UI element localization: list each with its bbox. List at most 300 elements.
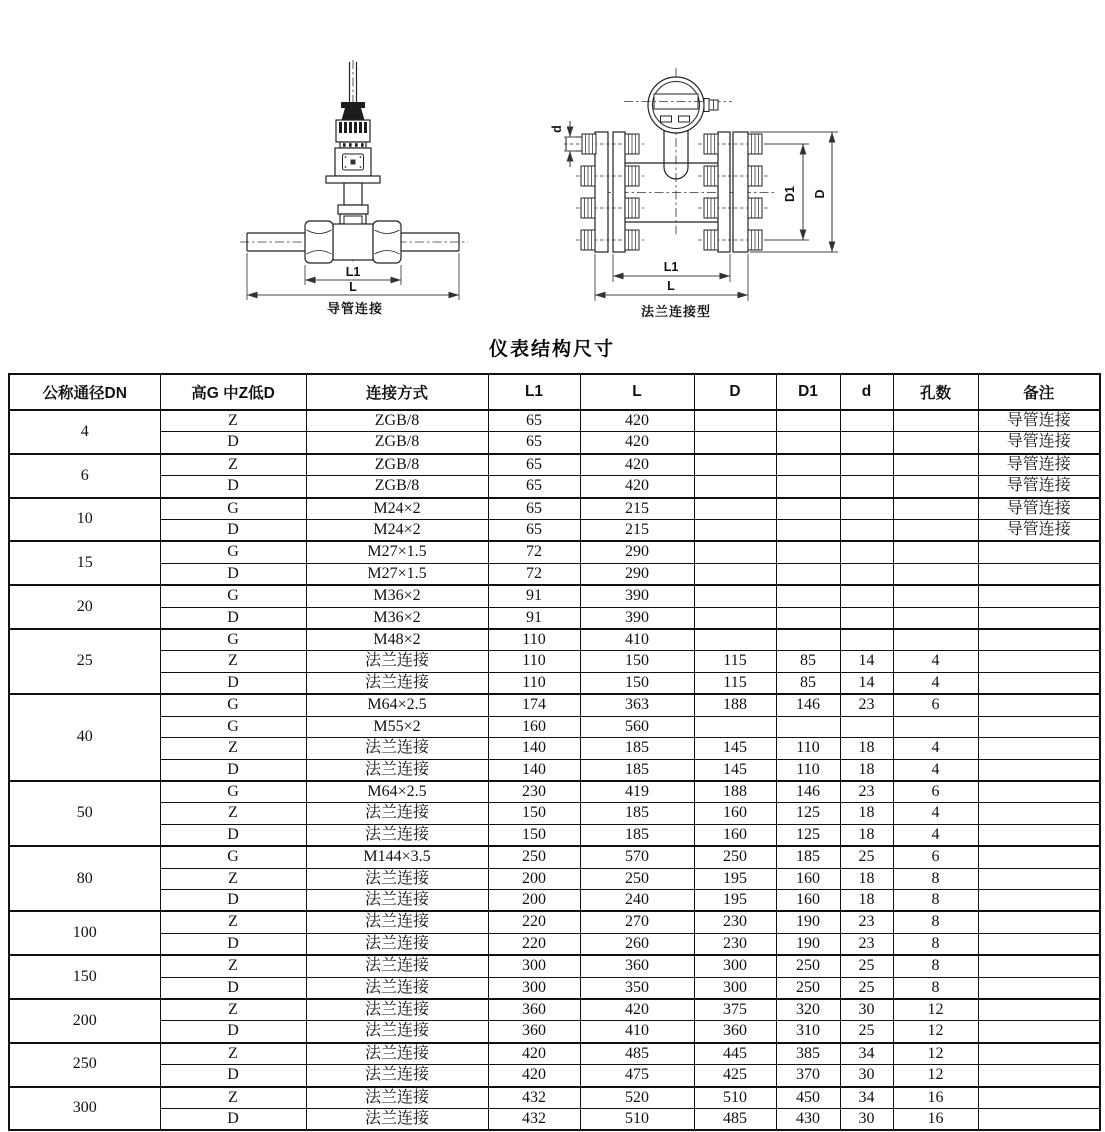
cell-conn: 法兰连接: [306, 889, 488, 911]
cell-conn: M36×2: [306, 585, 488, 607]
cell-n: [893, 716, 978, 737]
cell-d: 18: [840, 889, 893, 911]
table-row: [9, 432, 1100, 454]
mounting-flange: [326, 176, 380, 183]
flange-connection-diagram: [540, 58, 890, 310]
cell-L: 390: [580, 607, 694, 629]
cell-d: [840, 541, 893, 563]
cell-note: [978, 824, 1100, 846]
cell-d: 34: [840, 1087, 893, 1109]
cell-D1: 125: [776, 803, 840, 824]
cell-g: Z: [160, 1043, 306, 1065]
cell-g: D: [160, 1109, 306, 1131]
cell-D1: [776, 716, 840, 737]
cell-g: G: [160, 846, 306, 868]
cell-note: [978, 651, 1100, 672]
cell-conn: M48×2: [306, 629, 488, 651]
cell-note: [978, 563, 1100, 585]
cell-L: 420: [580, 999, 694, 1021]
cell-L1: 91: [488, 585, 580, 607]
table-row: [9, 694, 1100, 716]
cell-g: Z: [160, 651, 306, 672]
dn-cell: 200: [9, 999, 160, 1043]
bolt: [704, 230, 718, 250]
hex-fitting-left: [305, 221, 333, 263]
cell-n: 4: [893, 759, 978, 781]
cell-L1: 65: [488, 498, 580, 520]
cell-conn: ZGB/8: [306, 454, 488, 476]
dn-cell: 300: [9, 1087, 160, 1131]
cell-g: D: [160, 563, 306, 585]
cell-D1: [776, 607, 840, 629]
cell-n: 4: [893, 651, 978, 672]
cell-d: 23: [840, 911, 893, 933]
table-row: [9, 955, 1100, 977]
dn-cell: 100: [9, 911, 160, 955]
cell-n: [893, 454, 978, 476]
header-holes: 孔数: [893, 374, 978, 410]
cell-note: 导管连接: [978, 498, 1100, 520]
cell-note: [978, 1021, 1100, 1043]
cell-d: 18: [840, 824, 893, 846]
bolt: [582, 134, 596, 154]
bolt: [625, 198, 639, 218]
table-row: [9, 999, 1100, 1021]
cell-d: 25: [840, 977, 893, 999]
cell-note: [978, 955, 1100, 977]
cell-note: [978, 933, 1100, 955]
cell-D: 188: [694, 694, 776, 716]
cell-D: 445: [694, 1043, 776, 1065]
cell-conn: 法兰连接: [306, 803, 488, 824]
bolt: [704, 166, 718, 186]
dn-cell: 4: [9, 410, 160, 454]
table-row: [9, 520, 1100, 542]
table-row: [9, 607, 1100, 629]
cell-L1: 220: [488, 911, 580, 933]
cell-note: [978, 629, 1100, 651]
dn-cell: 250: [9, 1043, 160, 1087]
cell-L1: 65: [488, 410, 580, 432]
cell-D1: 146: [776, 694, 840, 716]
cell-D: 145: [694, 738, 776, 759]
cell-D1: [776, 476, 840, 498]
cell-n: [893, 629, 978, 651]
cell-d: [840, 607, 893, 629]
cell-L: 363: [580, 694, 694, 716]
table-row: [9, 824, 1100, 846]
cell-D1: 110: [776, 759, 840, 781]
cell-D: [694, 563, 776, 585]
table-row: [9, 1065, 1100, 1087]
cell-d: 18: [840, 759, 893, 781]
cell-D1: [776, 629, 840, 651]
stem-nut: [338, 205, 368, 214]
dn-cell: 6: [9, 454, 160, 498]
cell-n: [893, 520, 978, 542]
table-row: [9, 563, 1100, 585]
dimension-label-l: L: [667, 279, 675, 293]
cell-L: 150: [580, 672, 694, 694]
meter-body: [333, 224, 373, 260]
cell-L: 520: [580, 1087, 694, 1109]
cell-L1: 360: [488, 999, 580, 1021]
cell-g: D: [160, 1065, 306, 1087]
cell-note: 导管连接: [978, 410, 1100, 432]
cell-D: 188: [694, 781, 776, 803]
cell-L: 350: [580, 977, 694, 999]
cell-g: G: [160, 498, 306, 520]
cell-L: 485: [580, 1043, 694, 1065]
cell-conn: 法兰连接: [306, 759, 488, 781]
dn-cell: 80: [9, 846, 160, 911]
cell-g: Z: [160, 999, 306, 1021]
cell-n: [893, 541, 978, 563]
cell-note: [978, 541, 1100, 563]
cell-conn: 法兰连接: [306, 1065, 488, 1087]
cell-L1: 174: [488, 694, 580, 716]
display-button-right: [679, 116, 690, 122]
cell-D1: [776, 520, 840, 542]
cell-g: Z: [160, 738, 306, 759]
cell-conn: 法兰连接: [306, 977, 488, 999]
cell-g: G: [160, 694, 306, 716]
header-connection: 连接方式: [306, 374, 488, 410]
cell-L1: 65: [488, 432, 580, 454]
cell-D: [694, 498, 776, 520]
cell-D: [694, 585, 776, 607]
cable-gland-cap: [341, 102, 365, 108]
pipe-connection-caption: 导管连接: [326, 301, 384, 316]
cell-note: [978, 1087, 1100, 1109]
cell-note: [978, 1065, 1100, 1087]
cell-n: 6: [893, 781, 978, 803]
dimension-label-l1: L1: [345, 265, 361, 279]
cell-L1: 200: [488, 868, 580, 889]
cell-D: 425: [694, 1065, 776, 1087]
cell-conn: ZGB/8: [306, 432, 488, 454]
cell-D1: 310: [776, 1021, 840, 1043]
cell-d: [840, 520, 893, 542]
cell-D1: 185: [776, 846, 840, 868]
cell-L1: 420: [488, 1065, 580, 1087]
cell-d: 14: [840, 672, 893, 694]
cell-L: 510: [580, 1109, 694, 1131]
dn-cell: 150: [9, 955, 160, 999]
table-row: [9, 1021, 1100, 1043]
cell-n: [893, 563, 978, 585]
table-row: [9, 933, 1100, 955]
cell-L1: 110: [488, 672, 580, 694]
cell-note: [978, 868, 1100, 889]
cell-note: [978, 672, 1100, 694]
flange-connection-caption: 法兰连接型: [640, 304, 712, 319]
cell-D: 510: [694, 1087, 776, 1109]
cell-D1: [776, 585, 840, 607]
dimension-label-d: d: [550, 125, 564, 133]
cell-L1: 65: [488, 520, 580, 542]
cell-L: 390: [580, 585, 694, 607]
cell-conn: 法兰连接: [306, 999, 488, 1021]
cell-D: 160: [694, 824, 776, 846]
cell-D1: 370: [776, 1065, 840, 1087]
table-row: [9, 846, 1100, 868]
cell-L: 290: [580, 563, 694, 585]
cell-D1: [776, 563, 840, 585]
cell-n: 4: [893, 672, 978, 694]
cell-conn: 法兰连接: [306, 911, 488, 933]
cell-g: Z: [160, 1087, 306, 1109]
cell-D1: 110: [776, 738, 840, 759]
cell-d: 30: [840, 1109, 893, 1131]
cell-n: [893, 432, 978, 454]
cell-L1: 110: [488, 651, 580, 672]
cell-L1: 432: [488, 1109, 580, 1131]
table-row: [9, 541, 1100, 563]
cell-g: D: [160, 476, 306, 498]
table-row: [9, 410, 1100, 432]
flange-plate: [733, 132, 748, 252]
cell-D: [694, 520, 776, 542]
display-button-left: [661, 116, 672, 122]
cell-D1: 450: [776, 1087, 840, 1109]
dn-cell: 40: [9, 694, 160, 781]
cell-d: 23: [840, 781, 893, 803]
cell-D: 300: [694, 955, 776, 977]
flange-plate: [595, 132, 608, 252]
cell-L: 410: [580, 629, 694, 651]
cell-g: G: [160, 541, 306, 563]
bolt: [704, 198, 718, 218]
cell-L: 185: [580, 803, 694, 824]
cell-g: D: [160, 889, 306, 911]
cell-g: Z: [160, 803, 306, 824]
pipe-connection-diagram: [228, 58, 488, 310]
cell-D: 195: [694, 868, 776, 889]
cell-d: 18: [840, 868, 893, 889]
dn-cell: 50: [9, 781, 160, 846]
cell-note: [978, 977, 1100, 999]
table-header-row: [9, 374, 1100, 410]
cell-n: [893, 607, 978, 629]
cell-D1: 85: [776, 651, 840, 672]
cell-L1: 420: [488, 1043, 580, 1065]
cell-D: [694, 541, 776, 563]
cell-L: 420: [580, 410, 694, 432]
cell-D: 485: [694, 1109, 776, 1131]
cell-D1: [776, 454, 840, 476]
cell-d: [840, 410, 893, 432]
cell-D1: 190: [776, 933, 840, 955]
cell-d: 23: [840, 933, 893, 955]
table-row: [9, 781, 1100, 803]
cell-conn: 法兰连接: [306, 672, 488, 694]
cell-g: D: [160, 1021, 306, 1043]
table-row: [9, 868, 1100, 889]
cell-D: [694, 454, 776, 476]
cell-n: 8: [893, 911, 978, 933]
cell-L: 215: [580, 498, 694, 520]
cell-g: D: [160, 432, 306, 454]
cell-g: Z: [160, 911, 306, 933]
bolt: [625, 230, 639, 250]
cell-D: 160: [694, 803, 776, 824]
cell-D: 115: [694, 651, 776, 672]
cell-D1: 146: [776, 781, 840, 803]
dn-cell: 20: [9, 585, 160, 629]
bolt: [625, 166, 639, 186]
cell-D: [694, 476, 776, 498]
header-note: 备注: [978, 374, 1100, 410]
cell-note: [978, 803, 1100, 824]
cell-D1: 190: [776, 911, 840, 933]
table-row: [9, 476, 1100, 498]
dimension-label-d1: D1: [783, 186, 797, 202]
table-body: [9, 410, 1100, 1130]
cell-L: 560: [580, 716, 694, 737]
cell-L1: 360: [488, 1021, 580, 1043]
table-row: [9, 759, 1100, 781]
dimension-label-D: D: [813, 189, 827, 199]
cell-note: [978, 738, 1100, 759]
cell-conn: ZGB/8: [306, 410, 488, 432]
bolt: [748, 134, 762, 154]
cell-g: G: [160, 585, 306, 607]
cell-L: 420: [580, 454, 694, 476]
cell-note: [978, 759, 1100, 781]
header-d: d: [840, 374, 893, 410]
cell-note: [978, 781, 1100, 803]
table-row: [9, 672, 1100, 694]
cell-n: [893, 585, 978, 607]
cell-D1: 160: [776, 889, 840, 911]
cell-d: 30: [840, 1065, 893, 1087]
cell-n: [893, 498, 978, 520]
cell-d: 14: [840, 651, 893, 672]
cell-conn: 法兰连接: [306, 824, 488, 846]
cell-n: [893, 476, 978, 498]
flange-plate: [718, 132, 730, 252]
cell-note: [978, 1043, 1100, 1065]
flange-plate: [613, 132, 625, 252]
pipe-connection-drawing: [228, 58, 488, 310]
cell-L: 185: [580, 824, 694, 846]
dn-cell: 10: [9, 498, 160, 542]
cell-g: G: [160, 629, 306, 651]
cell-L: 570: [580, 846, 694, 868]
cell-d: 23: [840, 694, 893, 716]
cell-d: [840, 498, 893, 520]
cell-conn: 法兰连接: [306, 1087, 488, 1109]
flange-connection-drawing: [540, 58, 890, 310]
cell-L: 185: [580, 738, 694, 759]
header-d1: D1: [776, 374, 840, 410]
cell-L1: 110: [488, 629, 580, 651]
table-row: [9, 651, 1100, 672]
table-row: [9, 716, 1100, 737]
dn-cell: 15: [9, 541, 160, 585]
cell-L: 420: [580, 432, 694, 454]
cell-D1: 250: [776, 977, 840, 999]
cell-note: [978, 607, 1100, 629]
cell-L: 240: [580, 889, 694, 911]
cell-note: [978, 889, 1100, 911]
table-row: [9, 629, 1100, 651]
bolt: [581, 198, 595, 218]
cell-D: 300: [694, 977, 776, 999]
table-row: [9, 977, 1100, 999]
cell-g: G: [160, 781, 306, 803]
cell-n: 4: [893, 803, 978, 824]
cell-g: D: [160, 520, 306, 542]
cell-note: [978, 911, 1100, 933]
cell-n: 4: [893, 824, 978, 846]
table-row: [9, 585, 1100, 607]
cell-D: 360: [694, 1021, 776, 1043]
cell-n: 6: [893, 694, 978, 716]
table-row: [9, 1043, 1100, 1065]
table-row: [9, 498, 1100, 520]
cell-n: 8: [893, 955, 978, 977]
cell-L: 420: [580, 476, 694, 498]
cell-L1: 140: [488, 738, 580, 759]
cell-L1: 140: [488, 759, 580, 781]
cell-d: 25: [840, 1021, 893, 1043]
cell-D: 195: [694, 889, 776, 911]
cell-L1: 160: [488, 716, 580, 737]
cell-D1: [776, 498, 840, 520]
table-row: [9, 803, 1100, 824]
cell-d: 25: [840, 846, 893, 868]
cell-conn: M27×1.5: [306, 541, 488, 563]
cell-n: 12: [893, 1043, 978, 1065]
cell-L: 419: [580, 781, 694, 803]
cell-note: [978, 694, 1100, 716]
cell-L1: 300: [488, 977, 580, 999]
bolt: [748, 230, 762, 250]
cell-L: 360: [580, 955, 694, 977]
cell-d: 30: [840, 999, 893, 1021]
cell-g: Z: [160, 454, 306, 476]
dimensions-table: [8, 373, 1101, 1131]
cell-conn: 法兰连接: [306, 651, 488, 672]
cell-note: [978, 846, 1100, 868]
cell-L1: 300: [488, 955, 580, 977]
cell-D: 250: [694, 846, 776, 868]
cell-D: [694, 432, 776, 454]
cell-L1: 72: [488, 563, 580, 585]
page-title: 仪表结构尺寸: [488, 339, 616, 360]
cell-n: 8: [893, 933, 978, 955]
cell-conn: 法兰连接: [306, 1109, 488, 1131]
table-row: [9, 911, 1100, 933]
cell-D1: 85: [776, 672, 840, 694]
cell-conn: M24×2: [306, 520, 488, 542]
cell-note: [978, 585, 1100, 607]
cell-L1: 432: [488, 1087, 580, 1109]
cell-D: [694, 607, 776, 629]
cell-L: 215: [580, 520, 694, 542]
cell-n: 8: [893, 977, 978, 999]
cell-note: 导管连接: [978, 454, 1100, 476]
cell-D1: 430: [776, 1109, 840, 1131]
cell-g: D: [160, 759, 306, 781]
cell-d: 25: [840, 955, 893, 977]
cell-note: [978, 999, 1100, 1021]
cell-D: [694, 410, 776, 432]
cell-n: 8: [893, 868, 978, 889]
cell-D1: 160: [776, 868, 840, 889]
